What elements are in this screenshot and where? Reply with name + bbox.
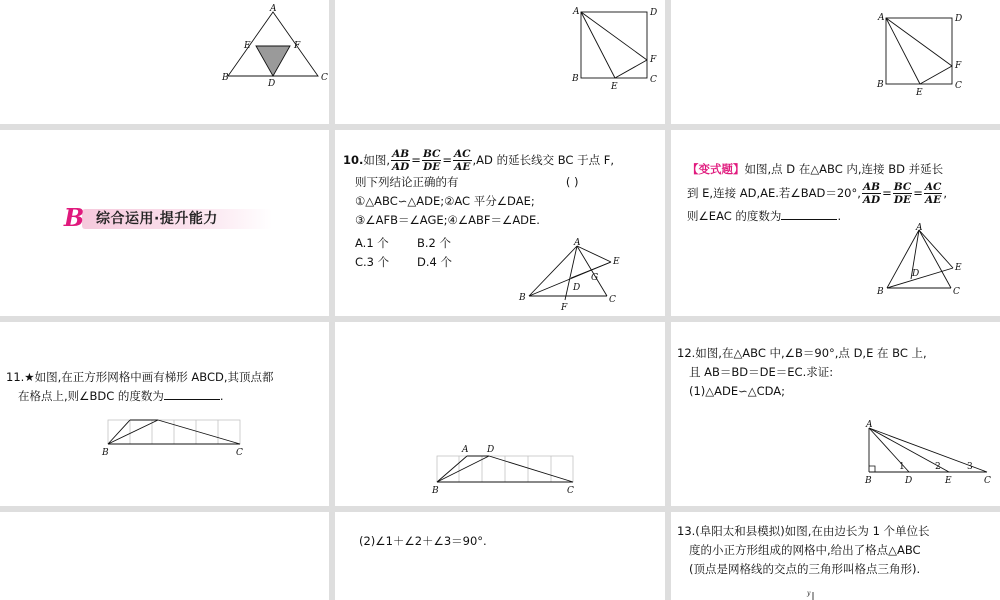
grid-trapezoid-figure	[431, 440, 581, 498]
ratio-fraction: $\frac{AB}{AD}$	[862, 181, 881, 206]
svg-text:E: E	[945, 476, 952, 486]
svg-text:B: B	[519, 293, 526, 303]
svg-text:A: A	[878, 13, 885, 23]
svg-text:D: D	[912, 269, 920, 279]
svg-text:F: F	[650, 55, 657, 65]
svg-text:y: y	[807, 590, 811, 597]
tile-r2c2	[335, 130, 665, 316]
question-text: ,AD 的延长线交 BC 于点 F,	[472, 153, 615, 167]
svg-text:B: B	[877, 80, 884, 90]
svg-text:B: B	[432, 486, 439, 496]
svg-text:E: E	[955, 263, 962, 273]
svg-text:A: A	[462, 445, 469, 455]
svg-text:D: D	[650, 8, 658, 18]
coordinate-axis-figure	[801, 588, 831, 600]
svg-text:C: C	[321, 73, 328, 83]
question-line: (1)△ADE∽△CDA;	[689, 384, 786, 398]
problem-13	[677, 522, 999, 579]
tile-r1c2	[335, 0, 665, 124]
grid-trapezoid-figure	[100, 416, 250, 460]
svg-text:A: A	[916, 223, 923, 233]
tile-r4c3	[671, 512, 1000, 600]
svg-text:C: C	[955, 81, 962, 91]
problem-12	[677, 344, 997, 401]
answer-blank[interactable]	[781, 208, 837, 220]
square-figure	[571, 2, 665, 94]
tile-r4c2	[335, 512, 665, 600]
question-intro: 如图,	[363, 153, 391, 167]
question-line: 【变式题】如图,点 D 在△ABC 内,连接 BD 并延长	[687, 162, 944, 176]
svg-text:F: F	[955, 61, 962, 71]
statement-line: ①△ABC∽△ADE;②AC 平分∠DAE;	[355, 194, 535, 208]
section-banner	[60, 203, 275, 233]
svg-text:3: 3	[967, 462, 973, 472]
svg-text:A: A	[866, 420, 873, 430]
svg-text:F: F	[294, 41, 301, 51]
question-line: 则下列结论正确的有 ( )	[355, 175, 579, 189]
svg-text:A: A	[573, 7, 580, 17]
svg-text:C: C	[567, 486, 574, 496]
option-c: C.3 个	[355, 255, 390, 269]
svg-text:B: B	[572, 74, 579, 84]
ratio-fraction: $\frac{BC}{DE}$	[422, 148, 441, 173]
question-line: (2)∠1＋∠2＋∠3＝90°.	[359, 534, 487, 548]
tile-r3c3	[671, 322, 1000, 506]
problem-10: 10.如图, $\frac{AB}{AD}$ = $\frac{BC}{DE}$ = $\frac{AC}{AE}$ ,AD 的延长线交 BC 于点 F, 则下列结论正确的有 ( ) ①△ABC∽△ADE;②AC 平分∠DAE; ③∠AFB＝∠AGE;④∠ABF＝∠ADE. A.1 个 B.2 个 C.3 个 D.4 个	[343, 148, 659, 272]
svg-text:D: D	[573, 283, 581, 293]
question-line: 13.(阜阳太和县模拟)如图,在由边长为 1 个单位长	[677, 524, 930, 538]
triangle-figure	[222, 4, 329, 92]
tile-r2c1	[0, 130, 329, 316]
answer-blank[interactable]	[164, 388, 220, 400]
option-d: D.4 个	[417, 255, 452, 269]
ratio-fraction: $\frac{AC}{AE}$	[924, 181, 942, 206]
tile-r2c3	[671, 130, 1000, 316]
svg-text:E: E	[613, 257, 620, 267]
svg-text:C: C	[650, 75, 657, 85]
svg-text:E: E	[244, 41, 251, 51]
section-title: 综合运用·提升能力	[96, 211, 218, 227]
svg-text:E: E	[611, 82, 618, 92]
ratio-fraction: $\frac{AB}{AD}$	[392, 148, 410, 173]
variant-problem	[687, 160, 997, 226]
svg-text:B: B	[222, 73, 229, 83]
tile-r1c3	[671, 0, 1000, 124]
svg-text:D: D	[487, 445, 495, 455]
svg-text:F: F	[561, 303, 568, 313]
statement-line: ③∠AFB＝∠AGE;④∠ABF＝∠ADE.	[355, 213, 540, 227]
svg-text:C: C	[236, 448, 243, 458]
svg-text:D: D	[955, 14, 963, 24]
section-letter: B	[63, 203, 85, 232]
svg-text:C: C	[953, 287, 960, 297]
svg-text:B: B	[102, 448, 109, 458]
tile-r3c2	[335, 322, 665, 506]
answer-paren: ( )	[565, 175, 579, 189]
problem-11	[6, 368, 326, 406]
svg-text:B: B	[865, 476, 872, 486]
svg-text:A: A	[574, 238, 581, 248]
svg-text:E: E	[916, 88, 923, 98]
question-line: 且 AB＝BD＝DE＝EC.求证:	[689, 365, 834, 379]
question-line: 在格点上,则∠BDC 的度数为 .	[18, 389, 224, 403]
question-number: 10.	[343, 153, 364, 167]
ratio-fraction: $\frac{AC}{AE}$	[454, 148, 471, 173]
svg-text:A: A	[270, 4, 277, 14]
svg-text:C: C	[984, 476, 991, 486]
question-line: (顶点是网格线的交点的三角形叫格点三角形).	[689, 562, 921, 576]
option-a: A.1 个	[355, 236, 389, 250]
question-line: 11.★如图,在正方形网格中画有梯形 ABCD,其顶点都	[6, 370, 274, 384]
question-line: 度的小正方形组成的网格中,给出了格点△ABC	[689, 543, 921, 557]
svg-text:1: 1	[899, 462, 905, 472]
question-line: 则∠EAC 的度数为 .	[687, 209, 842, 223]
tile-r1c1	[0, 0, 329, 124]
svg-text:B: B	[877, 287, 884, 297]
triangle-figure	[515, 240, 627, 314]
option-b: B.2 个	[417, 236, 452, 250]
triangle-figure	[871, 224, 971, 300]
question-line: 12.如图,在△ABC 中,∠B＝90°,点 D,E 在 BC 上,	[677, 346, 927, 360]
tile-r4c1	[0, 512, 329, 600]
problem-12-part2	[359, 532, 659, 551]
svg-text:D: D	[268, 79, 276, 89]
tile-r3c1	[0, 322, 329, 506]
question-line: 到 E,连接 AD,AE.若∠BAD＝20°, $\frac{AB}{AD}$ = $\frac{BC}{DE}$ = $\frac{AC}{AE}$ ,	[687, 181, 948, 206]
svg-text:C: C	[609, 295, 616, 305]
variant-tag: 【变式题】	[687, 162, 745, 176]
ratio-fraction: $\frac{BC}{DE}$	[893, 181, 912, 206]
right-triangle-figure	[861, 420, 996, 486]
svg-text:D: D	[905, 476, 913, 486]
square-figure	[876, 8, 972, 100]
svg-text:2: 2	[935, 462, 941, 472]
svg-text:G: G	[591, 273, 599, 283]
